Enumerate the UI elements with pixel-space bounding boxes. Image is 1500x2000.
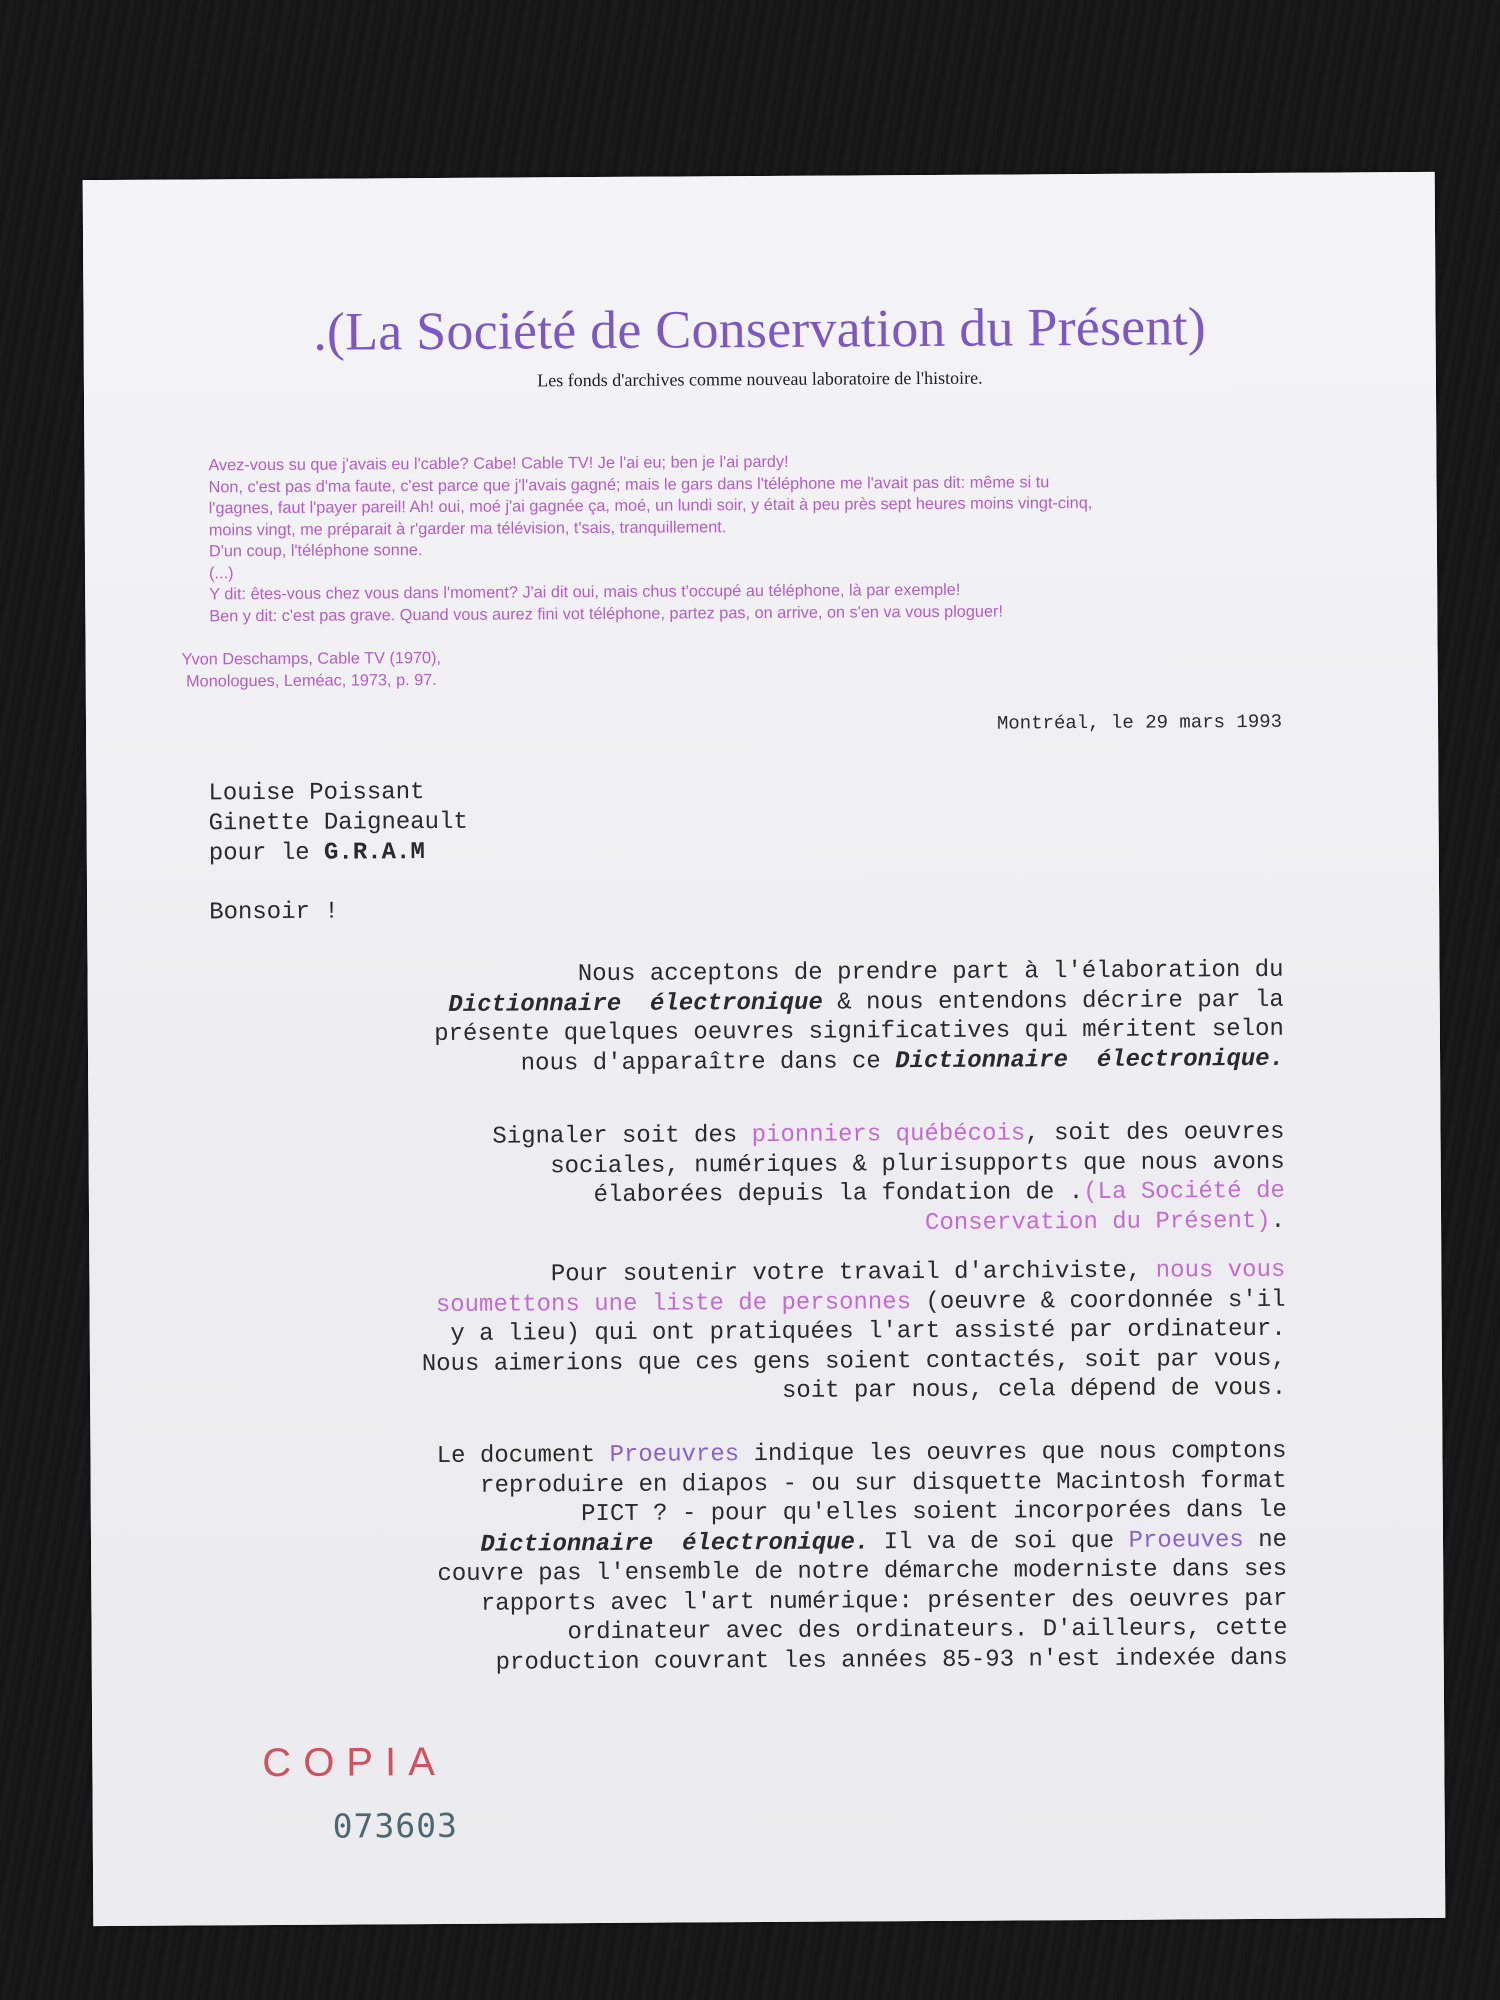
text-line: rapports avec l'art numérique: présenter des oeuvres par	[480, 1585, 1288, 1618]
recipient-name: Ginette Daigneault	[208, 808, 468, 838]
text-span: élaborées depuis la fondation de .	[593, 1179, 1084, 1210]
recipient-prefix: pour le	[208, 839, 325, 868]
copia-stamp: COPIA	[262, 1739, 447, 1786]
paragraph-2	[208, 1118, 1285, 1243]
text-span: ne	[1243, 1526, 1288, 1554]
highlight: Conservation du Présent)	[924, 1207, 1271, 1237]
epigraph-quote	[208, 448, 1349, 627]
text-span: Le document	[436, 1441, 610, 1471]
epigraph-line: l'gagnes, faut l'payer pareil! Ah! oui, moé j'ai gagnée ça, moé, un lundi soir, y était à peu près sept heures moins vingt-cinq,	[208, 493, 1093, 518]
text-line: ordinateur avec des ordinateurs. D'ailleurs, cette	[567, 1614, 1288, 1647]
paragraph-1	[207, 956, 1284, 1081]
text-line: y a lieu) qui ont pratiquées l'art assisté par ordinateur.	[450, 1315, 1286, 1348]
epigraph-line: Y dit: êtes-vous chez vous dans l'moment? J'ai dit oui, mais chus t'occupé au téléphone, là par exemple!	[209, 580, 961, 604]
epigraph-line: Avez-vous su que j'avais eu l'cable? Cabe! Cable TV! Je l'ai eu; ben je l'ai pardy!	[208, 452, 789, 475]
emphasis: Dictionnaire électronique.	[480, 1528, 870, 1559]
highlight: pionniers québécois	[751, 1120, 1026, 1150]
epigraph-line: Ben y dit: c'est pas grave. Quand vous aurez fini vot téléphone, partez pas, on arrive, on s'en va vous ploguer!	[209, 602, 1003, 625]
text-line: couvre pas l'ensemble de notre démarche moderniste dans ses	[437, 1555, 1288, 1589]
paragraph-4	[210, 1437, 1287, 1680]
text-line: reproduire en diapos - ou sur disquette Macintosh format	[480, 1467, 1287, 1500]
recipient-org-line	[209, 838, 468, 870]
archive-number-stamp: 073603	[332, 1805, 459, 1846]
text-span: .	[1270, 1207, 1286, 1235]
text-line	[209, 1206, 1285, 1242]
citation-line: Monologues, Leméac, 1973, p. 97.	[186, 670, 437, 691]
text-line: soit par nous, cela dépend de vous.	[781, 1374, 1287, 1405]
highlight: Proeuvres	[609, 1441, 740, 1469]
text-line: présente quelques oeuvres significatives qui méritent selon	[434, 1015, 1284, 1049]
recipient-org: G.R.A.M	[323, 839, 425, 867]
letterhead-subtitle: Les fonds d'archives comme nouveau laboratoire de l'histoire.	[537, 367, 983, 391]
text-span: & nous entendons décrire par la	[822, 986, 1284, 1017]
recipient-name: Louise Poissant	[208, 779, 425, 808]
greeting: Bonsoir !	[209, 898, 339, 927]
text-span: (oeuvre & coordonnée s'il	[910, 1286, 1286, 1316]
epigraph-citation	[182, 648, 442, 693]
text-span: indique les oeuvres que nous comptons	[739, 1437, 1287, 1469]
text-span: Pour soutenir votre travail d'archiviste,	[550, 1257, 1156, 1289]
text-line	[208, 1044, 1284, 1080]
paragraph-3	[209, 1256, 1286, 1410]
letter-page	[83, 172, 1446, 1926]
highlight: nous vous	[1155, 1256, 1286, 1285]
text-line: production couvrant les années 85-93 n'est indexée dans	[495, 1644, 1288, 1677]
highlight: soumettons une liste de personnes	[435, 1288, 912, 1319]
highlight: Proeuves	[1128, 1526, 1244, 1555]
text-span: nous d'apparaître dans ce	[520, 1047, 896, 1077]
citation-line: Yvon Deschamps, Cable TV (1970),	[181, 648, 442, 669]
emphasis: Dictionnaire électronique.	[895, 1045, 1285, 1075]
letter-date: Montréal, le 29 mars 1993	[996, 710, 1283, 735]
highlight: (La Société de	[1083, 1177, 1285, 1207]
text-span: , soit des oeuvres	[1025, 1118, 1285, 1148]
recipient-block	[208, 778, 468, 870]
letterhead-title: .(La Société de Conservation du Présent)	[313, 296, 1207, 362]
text-line: PICT ? - pour qu'elles soient incorporées dans le	[581, 1496, 1287, 1529]
text-line: sociales, numériques & plurisupports que nous avons	[550, 1148, 1285, 1180]
epigraph-line: (...)	[209, 563, 234, 582]
text-line: Nous aimerions que ces gens soient contactés, soit par vous,	[421, 1345, 1286, 1378]
epigraph-line: D'un coup, l'téléphone sonne.	[208, 541, 423, 561]
text-span: Signaler soit des	[492, 1122, 752, 1151]
epigraph-line: moins vingt, me préparait à r'garder ma télévision, t'sais, tranquillement.	[208, 517, 727, 539]
text-span: Il va de soi que	[869, 1527, 1129, 1556]
epigraph-line: Non, c'est pas d'ma faute, c'est parce que j'l'avais gagné; mais le gars dans l'téléphone me l'avait pas dit: même si tu	[208, 472, 1050, 496]
emphasis: Dictionnaire électronique	[448, 989, 823, 1019]
text-line: Nous acceptons de prendre part à l'élaboration du	[577, 956, 1284, 989]
